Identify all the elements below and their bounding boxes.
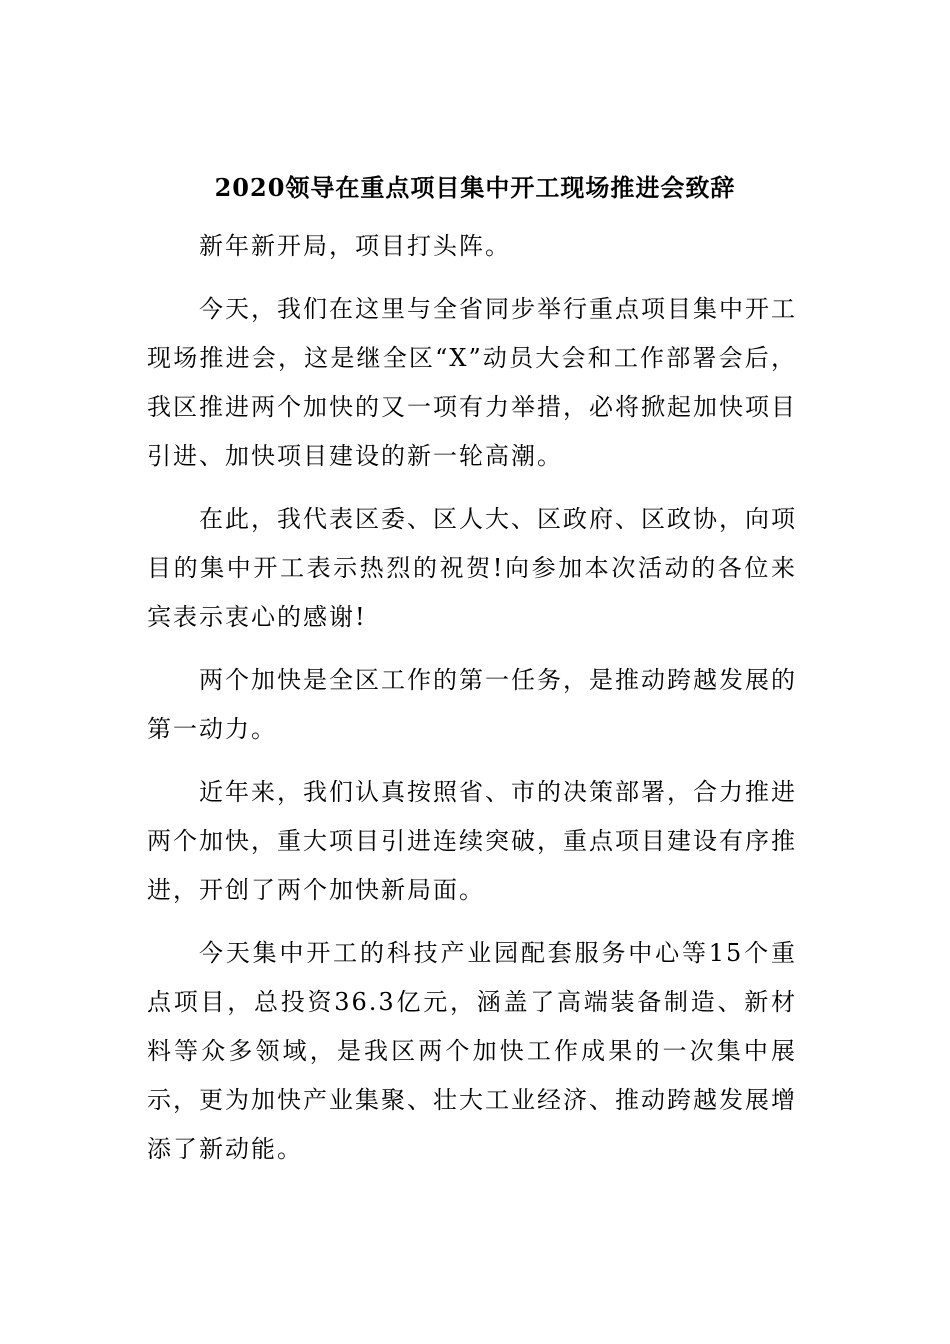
document-title: 2020领导在重点项目集中开工现场推进会致辞 xyxy=(214,173,736,202)
paragraph: 今天集中开工的科技产业园配套服务中心等15个重点项目，总投资36.3亿元，涵盖了高端装备制造、新材料等众多领域，是我区两个加快工作成果的一次集中展示，更为加快产业集聚、壮大工业经济、推动跨越发展增添了新动能。 xyxy=(147,939,797,1163)
paragraph: 今天，我们在这里与全省同步举行重点项目集中开工现场推进会，这是继全区“X”动员大会和工作部署会后，我区推进两个加快的又一项有力举措，必将掀起加快项目引进、加快项目建设的新一轮高潮。 xyxy=(147,295,797,470)
paragraph: 近年来，我们认真按照省、市的决策部署，合力推进两个加快，重大项目引进连续突破，重点项目建设有序推进，开创了两个加快新局面。 xyxy=(147,778,797,904)
paragraph: 在此，我代表区委、区人大、区政府、区政协，向项目的集中开工表示热烈的祝贺!向参加本次活动的各位来宾表示衷心的感谢! xyxy=(147,505,797,631)
document-body xyxy=(147,222,797,1188)
paragraph: 两个加快是全区工作的第一任务，是推动跨越发展的第一动力。 xyxy=(147,666,797,743)
paragraph: 新年新开局，项目打头阵。 xyxy=(199,232,511,260)
